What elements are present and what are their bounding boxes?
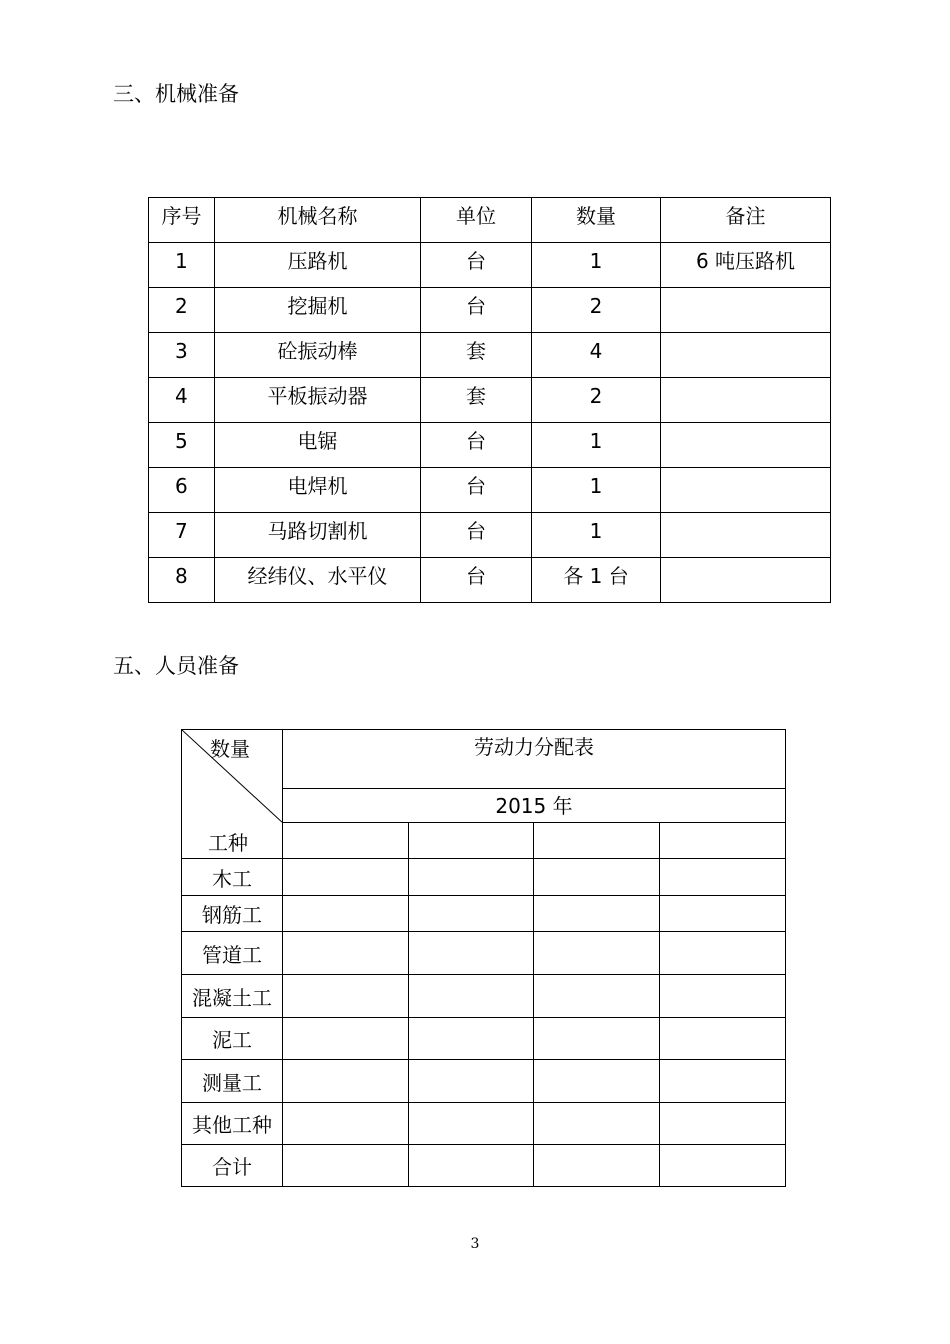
value-cell	[534, 896, 660, 932]
cell-qty: 4	[532, 333, 661, 378]
table-row	[149, 378, 831, 423]
table-row	[182, 932, 786, 975]
period-cell	[534, 823, 660, 859]
table-row	[182, 1103, 786, 1145]
cell-unit: 台	[421, 243, 532, 288]
cell-no: 6	[149, 468, 215, 513]
section-heading-personnel: 五、人员准备	[113, 654, 239, 678]
cell-no: 5	[149, 423, 215, 468]
table-title-cell: 劳动力分配表	[283, 730, 786, 789]
cell-name: 经纬仪、水平仪	[215, 558, 421, 603]
table-row	[182, 896, 786, 932]
diagonal-header-cell	[182, 730, 283, 859]
cell-remark	[661, 333, 831, 378]
corner-label-quantity: 数量	[210, 737, 250, 761]
value-cell	[534, 1145, 660, 1187]
header-cell-name: 机械名称	[215, 198, 421, 243]
table-row	[182, 1018, 786, 1060]
cell-remark	[661, 288, 831, 333]
value-cell	[660, 1018, 786, 1060]
value-cell	[660, 1103, 786, 1145]
table-row	[149, 243, 831, 288]
table-row	[149, 423, 831, 468]
cell-remark	[661, 558, 831, 603]
cell-name: 电焊机	[215, 468, 421, 513]
value-cell	[660, 1145, 786, 1187]
value-cell	[409, 1145, 534, 1187]
value-cell	[660, 896, 786, 932]
value-cell	[534, 1018, 660, 1060]
trade-cell: 木工	[182, 859, 283, 896]
cell-name: 砼振动棒	[215, 333, 421, 378]
table-row	[149, 288, 831, 333]
value-cell	[283, 932, 409, 975]
period-cell	[409, 823, 534, 859]
period-cell	[660, 823, 786, 859]
cell-unit: 套	[421, 378, 532, 423]
cell-remark: 6 吨压路机	[661, 243, 831, 288]
cell-no: 8	[149, 558, 215, 603]
value-cell	[283, 1103, 409, 1145]
cell-unit: 台	[421, 558, 532, 603]
table-row	[149, 558, 831, 603]
cell-no: 4	[149, 378, 215, 423]
trade-cell: 管道工	[182, 932, 283, 975]
cell-qty: 1	[532, 243, 661, 288]
cell-unit: 台	[421, 288, 532, 333]
cell-no: 7	[149, 513, 215, 558]
cell-name: 平板振动器	[215, 378, 421, 423]
cell-qty: 1	[532, 468, 661, 513]
value-cell	[660, 975, 786, 1018]
cell-name: 马路切割机	[215, 513, 421, 558]
cell-remark	[661, 513, 831, 558]
value-cell	[283, 1145, 409, 1187]
cell-unit: 台	[421, 468, 532, 513]
cell-no: 2	[149, 288, 215, 333]
year-cell: 2015 年	[283, 789, 786, 823]
value-cell	[660, 1060, 786, 1103]
value-cell	[534, 859, 660, 896]
value-cell	[534, 932, 660, 975]
table-row	[182, 859, 786, 896]
cell-qty: 2	[532, 378, 661, 423]
value-cell	[409, 975, 534, 1018]
value-cell	[409, 1060, 534, 1103]
value-cell	[283, 975, 409, 1018]
cell-remark	[661, 378, 831, 423]
machinery-table	[148, 197, 831, 603]
period-cell	[283, 823, 409, 859]
value-cell	[283, 859, 409, 896]
trade-cell: 合计	[182, 1145, 283, 1187]
cell-no: 3	[149, 333, 215, 378]
cell-qty: 1	[532, 513, 661, 558]
cell-name: 挖掘机	[215, 288, 421, 333]
table-row	[149, 513, 831, 558]
value-cell	[409, 896, 534, 932]
value-cell	[409, 932, 534, 975]
value-cell	[283, 896, 409, 932]
value-cell	[534, 1060, 660, 1103]
cell-qty: 2	[532, 288, 661, 333]
table-row	[149, 468, 831, 513]
cell-remark	[661, 468, 831, 513]
section-heading-machinery: 三、机械准备	[113, 82, 239, 106]
header-cell-no: 序号	[149, 198, 215, 243]
cell-remark	[661, 423, 831, 468]
trade-cell: 测量工	[182, 1060, 283, 1103]
header-cell-unit: 单位	[421, 198, 532, 243]
value-cell	[283, 1060, 409, 1103]
trade-cell: 其他工种	[182, 1103, 283, 1145]
table-title-row	[182, 730, 786, 789]
value-cell	[409, 1103, 534, 1145]
trade-cell: 钢筋工	[182, 896, 283, 932]
cell-no: 1	[149, 243, 215, 288]
cell-qty: 1	[532, 423, 661, 468]
value-cell	[660, 859, 786, 896]
table-row	[182, 1145, 786, 1187]
page-number: 3	[470, 1236, 480, 1252]
cell-unit: 台	[421, 423, 532, 468]
table-header-row	[149, 198, 831, 243]
value-cell	[534, 975, 660, 1018]
table-row	[149, 333, 831, 378]
value-cell	[409, 859, 534, 896]
header-cell-qty: 数量	[532, 198, 661, 243]
header-cell-remark: 备注	[661, 198, 831, 243]
value-cell	[660, 932, 786, 975]
cell-name: 压路机	[215, 243, 421, 288]
corner-label-trade: 工种	[208, 831, 248, 855]
labor-allocation-table	[181, 729, 786, 1187]
cell-unit: 台	[421, 513, 532, 558]
table-row	[182, 1060, 786, 1103]
table-row	[182, 975, 786, 1018]
trade-cell: 泥工	[182, 1018, 283, 1060]
cell-unit: 套	[421, 333, 532, 378]
cell-name: 电锯	[215, 423, 421, 468]
cell-qty: 各 1 台	[532, 558, 661, 603]
trade-cell: 混凝土工	[182, 975, 283, 1018]
value-cell	[409, 1018, 534, 1060]
value-cell	[283, 1018, 409, 1060]
value-cell	[534, 1103, 660, 1145]
